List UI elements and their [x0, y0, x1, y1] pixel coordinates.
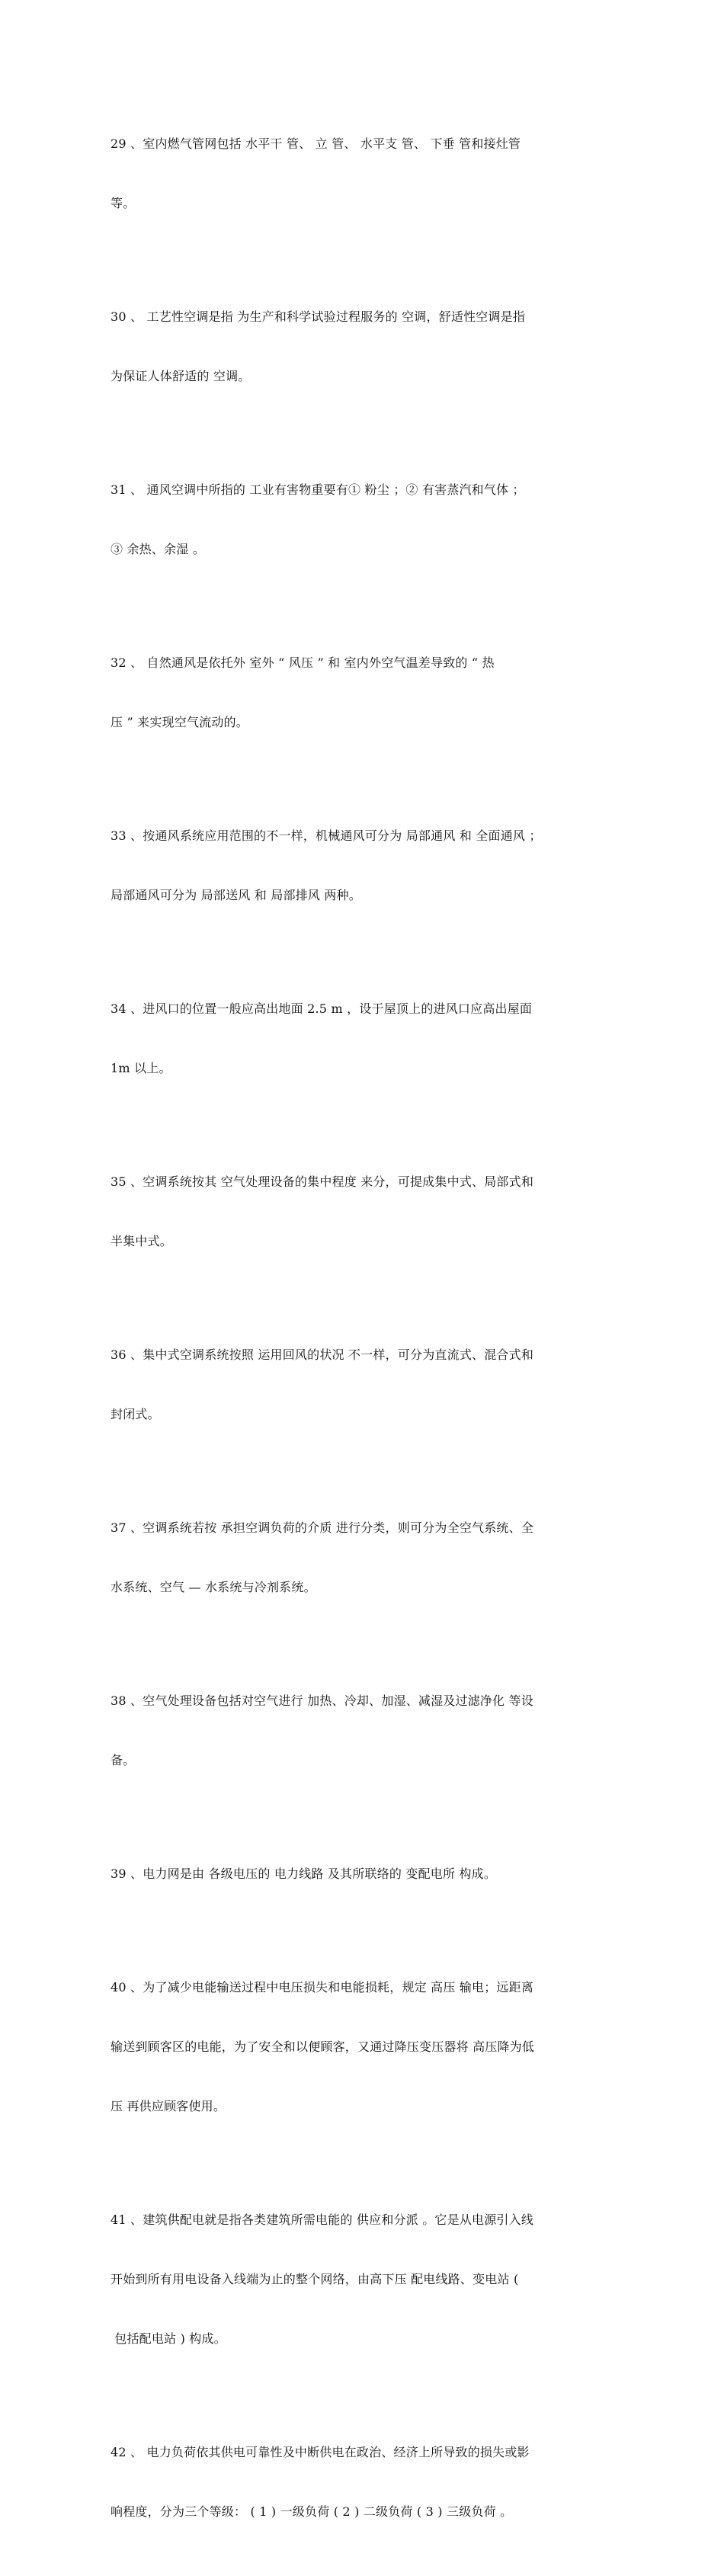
paragraph-line: 32 、 自然通风是依托外 室外 “ 风压 ” 和 室内外空气温差导致的 “ 热 — [111, 655, 495, 670]
paragraph-line: 30 、 工艺性空调是指 为生产和科学试验过程服务的 空调，舒适性空调是指 — [111, 309, 526, 324]
paragraph-line: 35 、空调系统按其 空气处理设备的集中程度 来分，可提成集中式、局部式和 — [111, 1174, 534, 1189]
paragraph-line: 29 、室内燃气管网包括 水平干 管、 立 管、 水平支 管、 下垂 管和接灶管 — [111, 136, 521, 151]
paragraph-line: 压 ” 来实现空气流动的。 — [111, 715, 248, 729]
paragraph-line: 42 、 电力负荷依其供电可靠性及中断供电在政治、经济上所导致的损失或影 — [111, 2445, 530, 2459]
paragraph-29 — [111, 95, 620, 253]
paragraph-40 — [111, 1938, 620, 2156]
paragraph-line: ③ 余热、余湿 。 — [111, 542, 205, 556]
paragraph-34 — [111, 960, 620, 1118]
document-page — [111, 95, 620, 2576]
paragraph-line: 局部通风可分为 局部送风 和 局部排风 两种。 — [111, 888, 361, 902]
paragraph-line: 封闭式。 — [111, 1407, 160, 1421]
paragraph-line: 输送到顾客区的电能，为了安全和以便顾客，又通过降压变压器将 高压降为低 — [111, 2039, 535, 2054]
paragraph-30 — [111, 268, 620, 426]
paragraph-line: 36 、集中式空调系统按照 运用回风的状况 不一样，可分为直流式、混合式和 — [111, 1347, 534, 1362]
paragraph-33 — [111, 787, 620, 945]
paragraph-35 — [111, 1133, 620, 1291]
paragraph-line: 压 再供应顾客使用。 — [111, 2099, 226, 2113]
paragraph-line: 39 、电力网是由 各级电压的 电力线路 及其所联络的 变配电所 构成。 — [111, 1866, 497, 1881]
paragraph-line: 包括配电站 ) 构成。 — [111, 2331, 226, 2346]
paragraph-line: 31 、 通风空调中所指的 工业有害物重要有① 粉尘 ；② 有害蒸汽和气体 ； — [111, 482, 525, 497]
paragraph-39 — [111, 1825, 620, 1924]
paragraph-36 — [111, 1306, 620, 1464]
paragraph-31 — [111, 441, 620, 599]
paragraph-line: 水系统、空气 — 水系统与冷剂系统。 — [111, 1580, 316, 1594]
paragraph-line: 38 、空气处理设备包括对空气进行 加热、冷却、加湿、减湿及过滤净化 等设 — [111, 1693, 534, 1708]
paragraph-line: 41 、建筑供配电就是指各类建筑所需电能的 供应和分派 。它是从电源引入线 — [111, 2212, 534, 2227]
paragraph-line: 34 、进风口的位置一般应高出地面 2.5 m ，设于屋顶上的进风口应高出屋面 — [111, 1001, 533, 1016]
paragraph-line: 等。 — [111, 196, 136, 210]
paragraph-38 — [111, 1652, 620, 1810]
paragraph-line: 响程度，分为三个等级： ( 1 ) 一级负荷 ( 2 ) 二级负荷 ( 3 ) 三级负荷 。 — [111, 2504, 513, 2519]
paragraph-37 — [111, 1479, 620, 1637]
paragraph-line: 1m 以上。 — [111, 1061, 171, 1075]
paragraph-line: 备。 — [111, 1753, 136, 1767]
paragraph-line: 33 、按通风系统应用范围的不一样，机械通风可分为 局部通风 和 全面通风 ； — [111, 828, 542, 843]
paragraph-line: 半集中式。 — [111, 1234, 173, 1248]
paragraph-32 — [111, 614, 620, 772]
paragraph-41 — [111, 2171, 620, 2389]
paragraph-line: 为保证人体舒适的 空调。 — [111, 369, 251, 383]
paragraph-42 — [111, 2403, 620, 2562]
paragraph-line: 37 、空调系统若按 承担空调负荷的介质 进行分类，则可分为全空气系统、全 — [111, 1520, 534, 1535]
paragraph-line: 开始到所有用电设备入线端为止的整个网络，由高下压 配电线路、变电站 ( — [111, 2272, 519, 2286]
paragraph-line: 40 、为了减少电能输送过程中电压损失和电能损耗，规定 高压 输电；远距离 — [111, 1980, 534, 1994]
